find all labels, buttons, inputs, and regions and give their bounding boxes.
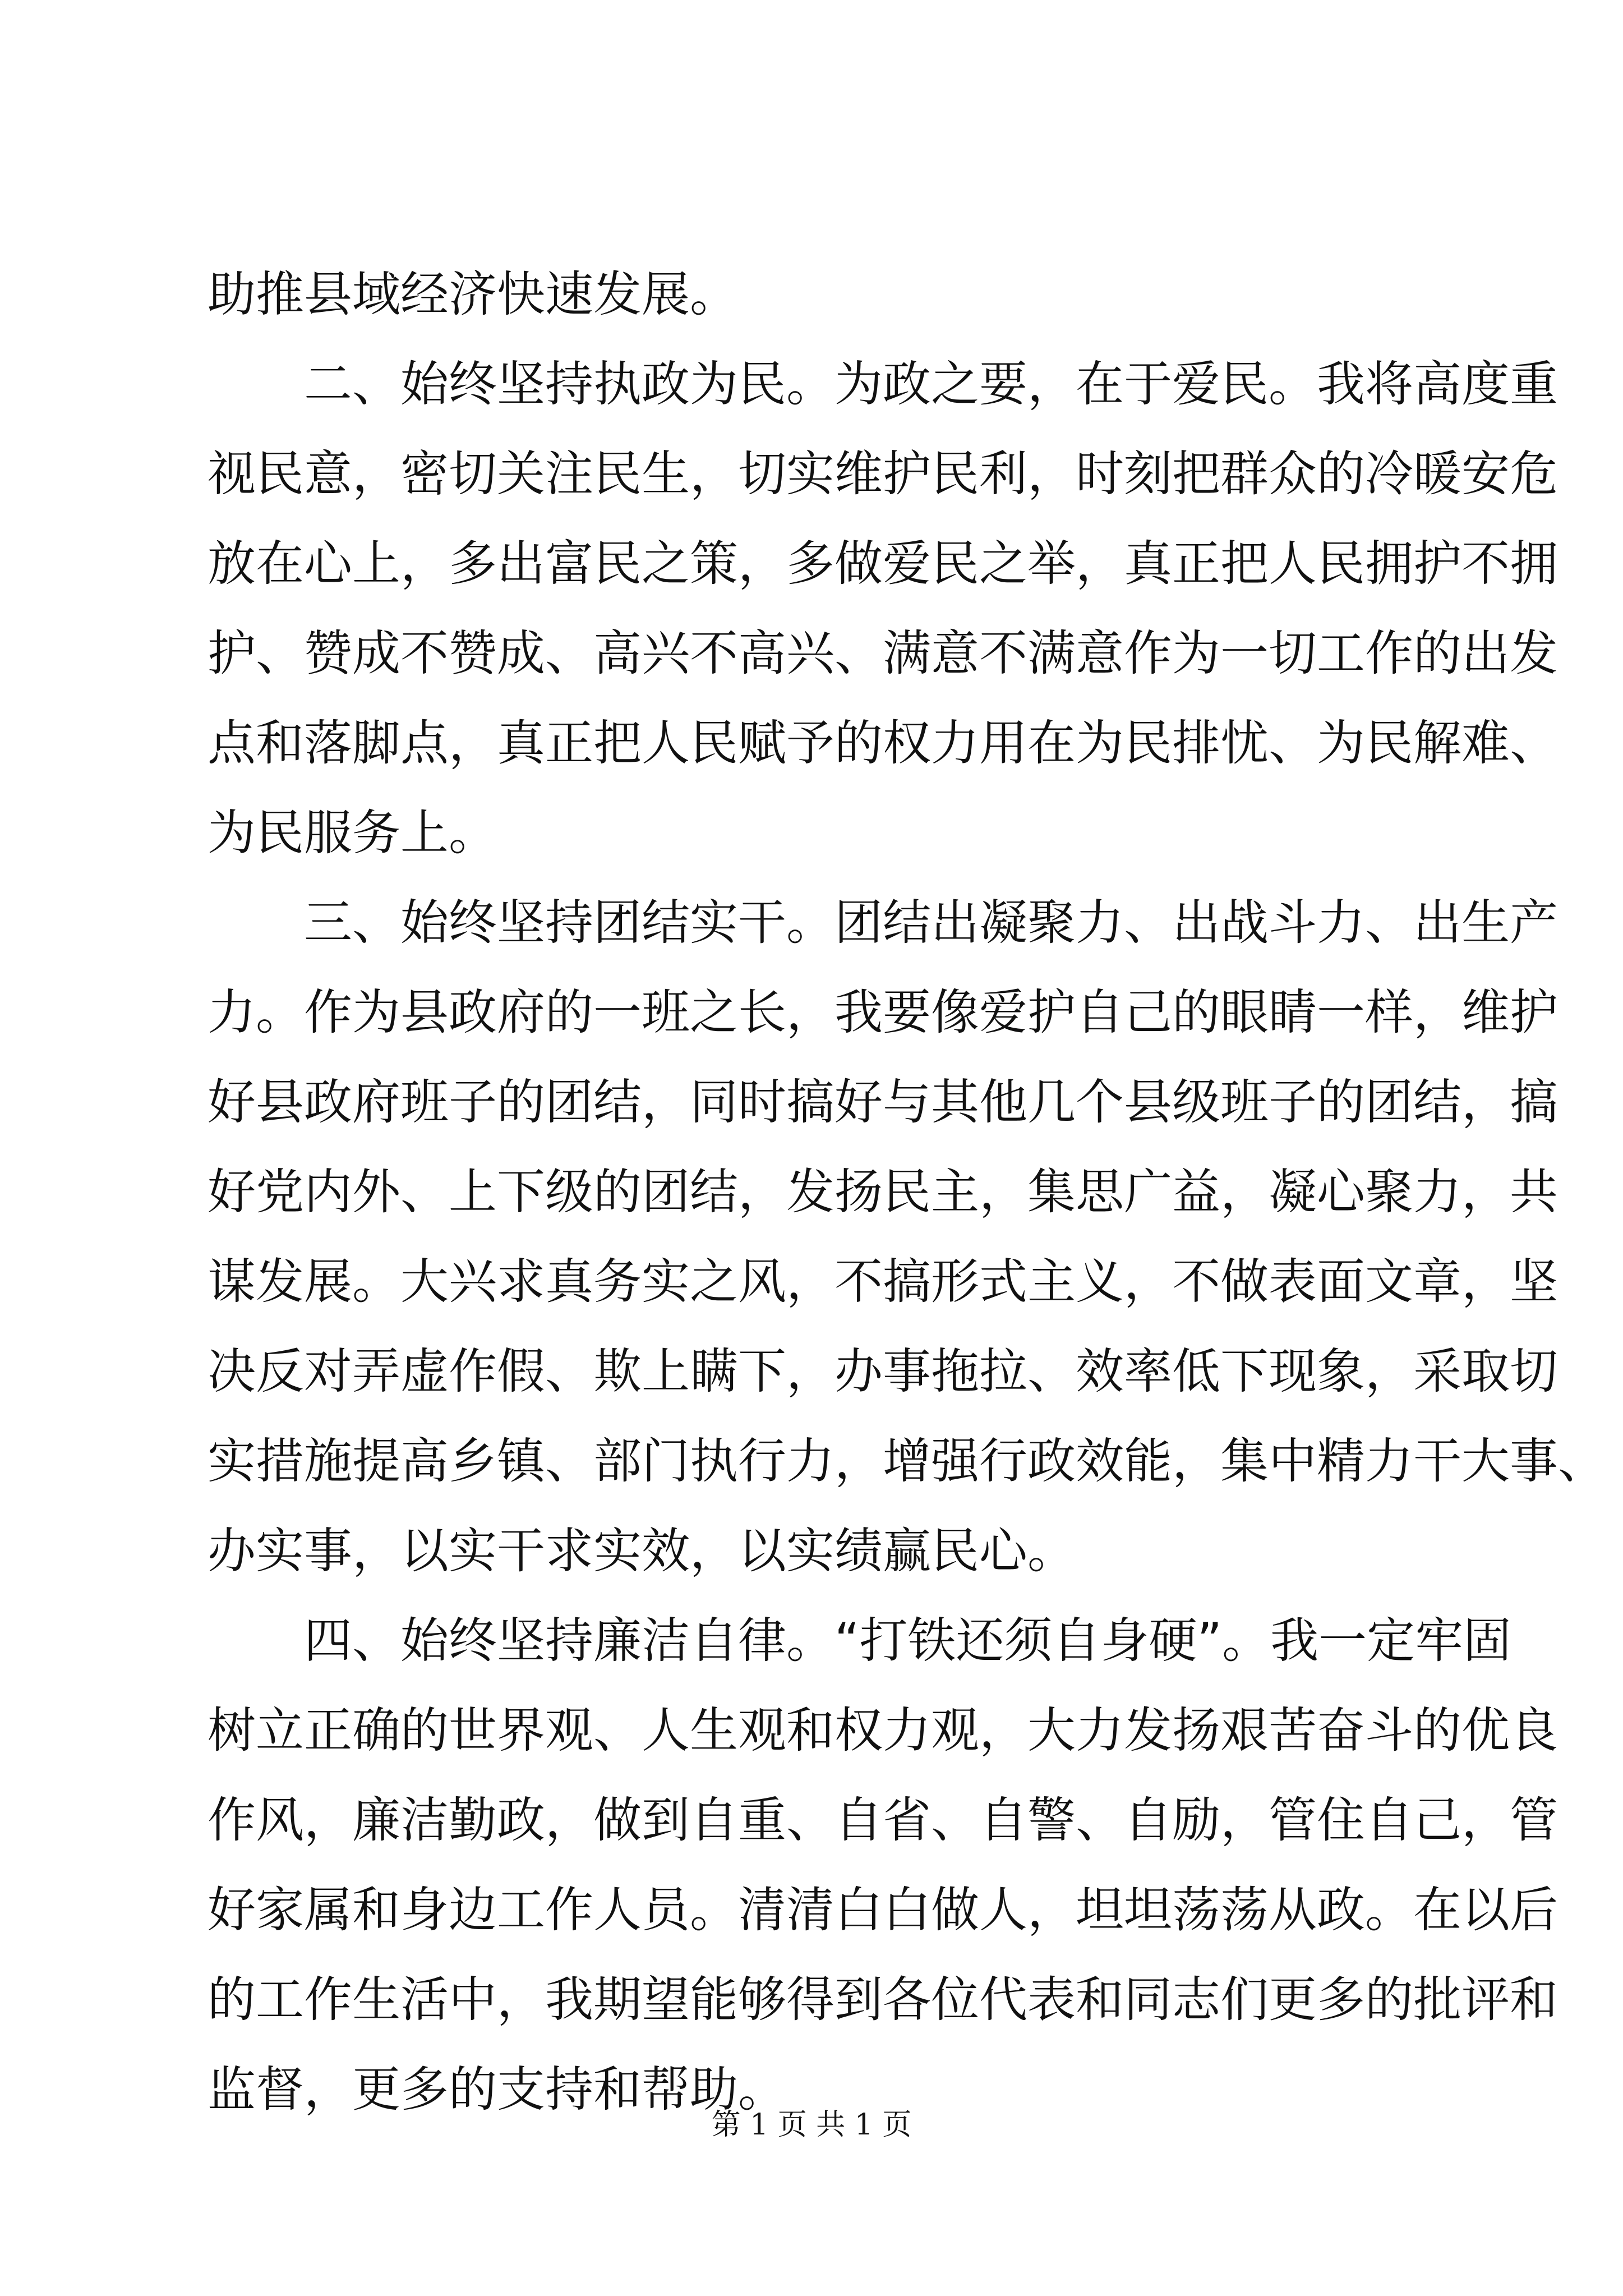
text-line: 三、始终坚持团结实干。团结出凝聚力、出战斗力、出生产 <box>304 895 1558 951</box>
text-line: 谋发展。大兴求真务实之风，不搞形式主义，不做表面文章，坚 <box>208 1254 1558 1310</box>
text-line: 监督，更多的支持和帮助。 <box>208 2062 786 2118</box>
text-line: 决反对弄虚作假、欺上瞒下，办事拖拉、效率低下现象，采取切 <box>208 1343 1558 1400</box>
page-footer <box>0 2101 1623 2143</box>
document-body <box>208 250 1606 2134</box>
text-line: 二、始终坚持执政为民。为政之要，在于爱民。我将高度重 <box>304 356 1558 412</box>
text-line: 实措施提高乡镇、部门执行力，增强行政效能，集中精力干大事、 <box>208 1433 1606 1489</box>
text-line: 力。作为县政府的一班之长，我要像爱护自己的眼睛一样，维护 <box>208 984 1558 1041</box>
text-line: 视民意，密切关注民生，切实维护民利，时刻把群众的冷暖安危 <box>208 446 1558 502</box>
text-line: 放在心上，多出富民之策，多做爱民之举，真正把人民拥护不拥 <box>208 536 1558 592</box>
text-line: 四、始终坚持廉洁自律。“打铁还须自身硬”。我一定牢固 <box>304 1613 1512 1669</box>
text-line: 助推县域经济快速发展。 <box>208 266 738 323</box>
text-line: 作风，廉洁勤政，做到自重、自省、自警、自励，管住自己，管 <box>208 1792 1558 1848</box>
text-line: 好家属和身边工作人员。清清白白做人，坦坦荡荡从政。在以后 <box>208 1882 1558 1938</box>
text-line: 护、赞成不赞成、高兴不高兴、满意不满意作为一切工作的出发 <box>208 625 1558 682</box>
text-line: 好县政府班子的团结，同时搞好与其他几个县级班子的团结，搞 <box>208 1074 1558 1130</box>
text-line: 为民服务上。 <box>208 805 497 861</box>
text-line: 点和落脚点，真正把人民赋予的权力用在为民排忧、为民解难、 <box>208 715 1558 771</box>
text-line: 好党内外、上下级的团结，发扬民主，集思广益，凝心聚力，共 <box>208 1164 1558 1220</box>
text-line: 的工作生活中，我期望能够得到各位代表和同志们更多的批评和 <box>208 1972 1558 2028</box>
text-line: 办实事，以实干求实效，以实绩赢民心。 <box>208 1523 1076 1579</box>
text-line: 树立正确的世界观、人生观和权力观，大力发扬艰苦奋斗的优良 <box>208 1703 1558 1759</box>
page-number: 第 1 页 共 1 页 <box>711 2108 912 2142</box>
